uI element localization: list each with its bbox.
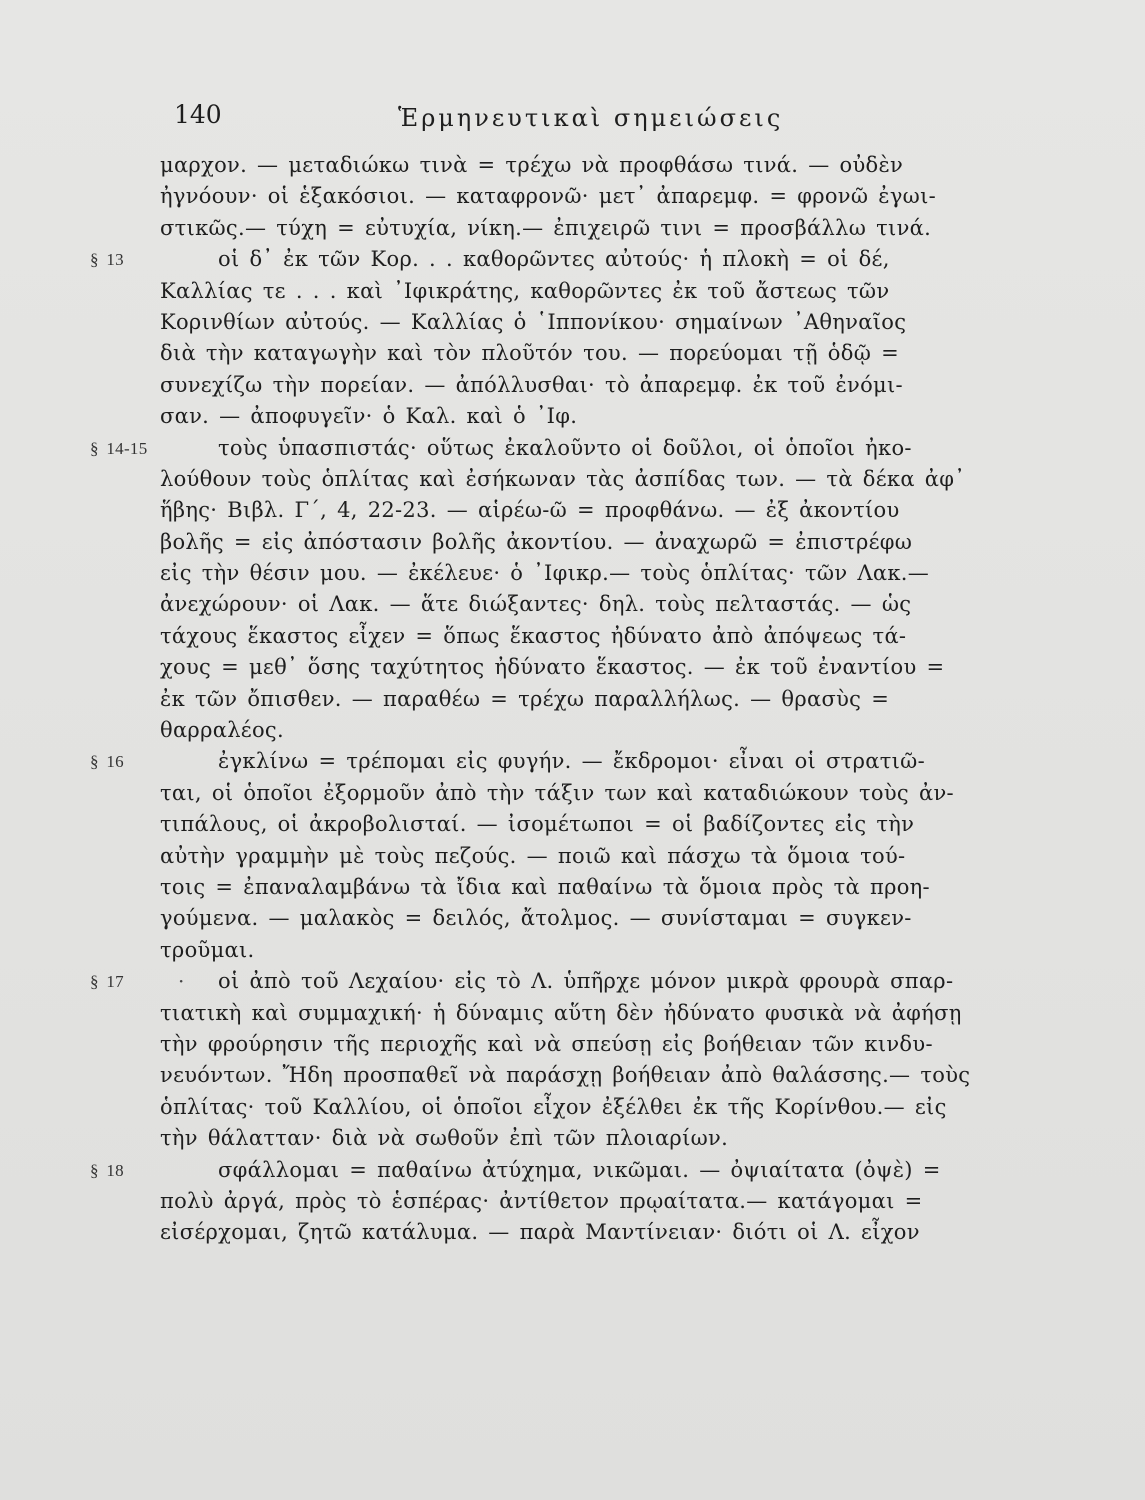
text-line: διὰ τὴν καταγωγὴν καὶ τὸν πλοῦτόν του. — πορεύομαι τῇ ὁδῷ = [160, 341, 899, 366]
section-16-start [90, 746, 1072, 777]
text-line: σφάλλομαι = παθαίνω ἀτύχημα, νικῶμαι. — ὀψιαίτατα (ὀψὲ) = [218, 1157, 941, 1182]
section-18-start [90, 1155, 1072, 1186]
text-line: ἥβης· Βιβλ. Γ΄, 4, 22-23. — αἱρέω-ῶ = προφθάνω. — ἐξ ἀκοντίου [160, 498, 900, 523]
section-14-15-start [90, 433, 1072, 464]
text-line: σαν. — ἀποφυγεῖν· ὁ Καλ. καὶ ὁ ᾽Ιφ. [160, 404, 578, 429]
text-line: Κορινθίων αὐτούς. — Καλλίας ὁ ῾Ιππονίκου· σημαίνων ᾽Αθηναῖος [160, 309, 907, 334]
text-line: εἰς τὴν θέσιν μου. — ἐκέλευε· ὁ ᾽Ιφικρ.— τοὺς ὁπλίτας· τῶν Λακ.— [160, 561, 930, 586]
page-header [0, 96, 1145, 136]
section-marker-14-15: § 14-15 [90, 438, 148, 458]
section-17-start [90, 966, 1072, 997]
text-line: ἐκ τῶν ὄπισθεν. — παραθέω = τρέχω παραλλήλως. — θρασὺς = [160, 686, 890, 711]
text-line: ἀνεχώρουν· οἱ Λακ. — ἅτε διώξαντες· δηλ. τοὺς πελταστάς. — ὡς [160, 592, 912, 617]
commentary-text [90, 150, 1072, 1249]
text-line: χους = μεθ᾽ ὅσης ταχύτητος ἠδύνατο ἕκαστος. — ἐκ τοῦ ἐναντίου = [160, 655, 945, 680]
text-line: Καλλίας τε . . . καὶ ᾽Ιφικράτης, καθορῶντες ἐκ τοῦ ἄστεως τῶν [160, 278, 890, 303]
text-line: οἱ δ᾽ ἐκ τῶν Κορ. . . καθορῶντες αὐτούς· ἡ πλοκὴ = οἱ δέ, [218, 247, 890, 272]
section-marker-18: § 18 [90, 1160, 124, 1180]
text-line: εἰσέρχομαι, ζητῶ κατάλυμα. — παρὰ Μαντίνειαν· διότι οἱ Λ. εἶχον [160, 1220, 920, 1245]
running-head: Ἑρμηνευτικαὶ σημειώσεις [398, 104, 784, 132]
text-line: συνεχίζω τὴν πορείαν. — ἀπόλλυσθαι· τὸ ἀπαρεμφ. ἐκ τοῦ ἐνόμι- [160, 372, 903, 397]
text-line: νευόντων. Ἤδη προσπαθεῖ νὰ παράσχῃ βοήθειαν ἀπὸ θαλάσσης.— τοὺς [160, 1063, 971, 1088]
text-line: ὁπλίτας· τοῦ Καλλίου, οἱ ὁποῖοι εἶχον ἐξέλθει ἐκ τῆς Κορίνθου.— εἰς [160, 1094, 947, 1119]
text-line: τοὺς ὑπασπιστάς· οὕτως ἐκαλοῦντο οἱ δοῦλοι, οἱ ὁποῖοι ἠκο- [218, 435, 912, 460]
text-line: τροῦμαι. [160, 937, 255, 962]
section-marker-13: § 13 [90, 250, 124, 270]
text-line: τάχους ἕκαστος εἶχεν = ὅπως ἕκαστος ἠδύνατο ἀπὸ ἀπόψεως τά- [160, 623, 907, 648]
text-line: μαρχον. — μεταδιώκω τινὰ = τρέχω νὰ προφθάσω τινά. — οὐδὲν [160, 153, 904, 177]
text-line: ἠγνόουν· οἱ ἑξακόσιοι. — καταφρονῶ· μετ᾽ ἀπαρεμφ. = φρονῶ ἐγωι- [160, 184, 937, 209]
text-line: τὴν θάλατταν· διὰ νὰ σωθοῦν ἐπὶ τῶν πλοιαρίων. [160, 1126, 729, 1151]
text-line: τὴν φρούρησιν τῆς περιοχῆς καὶ νὰ σπεύσῃ εἰς βοήθειαν τῶν κινδυ- [160, 1031, 933, 1056]
section-13-start [90, 244, 1072, 275]
section-marker-17: § 17 [90, 972, 124, 992]
text-line: ται, οἱ ὁποῖοι ἐξορμοῦν ἀπὸ τὴν τάξιν των καὶ καταδιώκουν τοὺς ἀν- [160, 780, 954, 805]
text-line: τοις = ἐπαναλαμβάνω τὰ ἴδια καὶ παθαίνω τὰ ὅμοια πρὸς τὰ προη- [160, 874, 930, 899]
text-line: λούθουν τοὺς ὁπλίτας καὶ ἐσήκωναν τὰς ἀσπίδας των. — τὰ δέκα ἀφ᾽ [160, 466, 966, 491]
section-marker-16: § 16 [90, 752, 124, 772]
page-number: 140 [174, 100, 222, 129]
text-line: τιπάλους, οἱ ἀκροβολισταί. — ἰσομέτωποι = οἱ βαδίζοντες εἰς τὴν [160, 812, 915, 837]
text-line: οἱ ἀπὸ τοῦ Λεχαίου· εἰς τὸ Λ. ὑπῆρχε μόνον μικρὰ φρουρὰ σπαρ- [218, 969, 954, 994]
text-line: τιατικὴ καὶ συμμαχική· ἡ δύναμις αὕτη δὲν ἠδύνατο φυσικὰ νὰ ἀφήσῃ [160, 1000, 962, 1025]
print-speck: · [178, 969, 185, 994]
text-line: θαρραλέος. [160, 718, 284, 743]
text-line: ἐγκλίνω = τρέπομαι εἰς φυγήν. — ἔκδρομοι· εἶναι οἱ στρατιῶ- [218, 749, 925, 774]
text-line: βολῆς = εἰς ἀπόστασιν βολῆς ἀκοντίου. — ἀναχωρῶ = ἐπιστρέφω [160, 529, 913, 554]
text-line: γούμενα. — μαλακὸς = δειλός, ἄτολμος. — συνίσταμαι = συγκεν- [160, 906, 912, 931]
text-line: πολὺ ἀργά, πρὸς τὸ ἑσπέρας· ἀντίθετον πρῳαίτατα.— κατάγομαι = [160, 1188, 923, 1213]
text-line: αὐτὴν γραμμὴν μὲ τοὺς πεζούς. — ποιῶ καὶ πάσχω τὰ ὅμοια τού- [160, 843, 906, 868]
text-line: στικῶς.— τύχη = εὐτυχία, νίκη.— ἐπιχειρῶ τινι = προσβάλλω τινά. [160, 215, 932, 240]
